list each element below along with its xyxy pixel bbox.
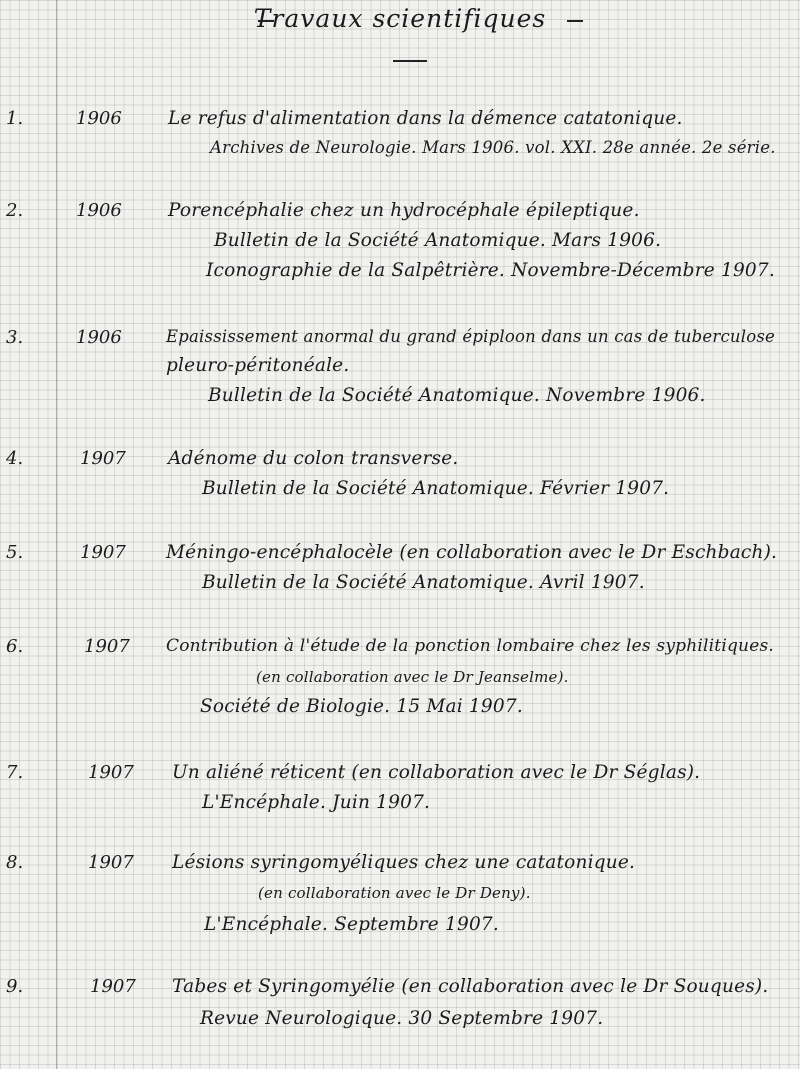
entry-title: Lésions syringomyéliques chez une catatonique. <box>172 852 636 873</box>
entry-year: 1906 <box>76 200 122 221</box>
entry-reference: Archives de Neurologie. Mars 1906. vol. XXI. 28e année. 2e série. <box>210 138 776 157</box>
entry-reference: Société de Biologie. 15 Mai 1907. <box>200 696 523 717</box>
entry-year: 1906 <box>76 327 122 348</box>
entry-number: 5. <box>6 542 24 563</box>
entry-reference: Bulletin de la Société Anatomique. Mars 1906. <box>214 230 662 251</box>
entry-number: 6. <box>6 636 24 657</box>
entry-number: 7. <box>6 762 24 783</box>
page-title: Travaux scientifiques <box>253 4 547 33</box>
entry-year: 1907 <box>80 542 126 563</box>
entry-title: Porencéphalie chez un hydrocéphale épileptique. <box>168 200 640 221</box>
entry-collaboration: (en collaboration avec le Dr Jeanselme). <box>256 668 569 686</box>
entry-year: 1906 <box>76 108 122 129</box>
entry-number: 1. <box>6 108 24 129</box>
entry-reference: L'Encéphale. Septembre 1907. <box>204 914 499 935</box>
margin-rule <box>56 0 57 1069</box>
entry-year: 1907 <box>88 762 134 783</box>
entry-collaboration: (en collaboration avec le Dr Deny). <box>258 884 531 902</box>
entry-number: 2. <box>6 200 24 221</box>
title-underline <box>393 60 427 62</box>
entry-reference: Bulletin de la Société Anatomique. Novembre 1906. <box>208 385 706 406</box>
entry-year: 1907 <box>88 852 134 873</box>
entry-number: 3. <box>6 327 24 348</box>
entry-title: Adénome du colon transverse. <box>168 448 459 469</box>
entry-reference: Iconographie de la Salpêtrière. Novembre-Décembre 1907. <box>206 260 775 281</box>
entry-reference: Bulletin de la Société Anatomique. Février 1907. <box>202 478 670 499</box>
entry-number: 9. <box>6 976 24 997</box>
entry-title-continued: pleuro-péritonéale. <box>166 355 350 376</box>
entry-title: Méningo-encéphalocèle (en collaboration avec le Dr Eschbach). <box>166 542 778 563</box>
entry-title: Epaississement anormal du grand épiploon dans un cas de tuberculose <box>166 327 775 346</box>
entry-year: 1907 <box>90 976 136 997</box>
entry-title: Un aliéné réticent (en collaboration avec le Dr Séglas). <box>172 762 701 783</box>
entry-reference: L'Encéphale. Juin 1907. <box>202 792 431 813</box>
entry-number: 8. <box>6 852 24 873</box>
entry-title: Le refus d'alimentation dans la démence catatonique. <box>168 108 683 129</box>
entry-number: 4. <box>6 448 24 469</box>
entry-title: Tabes et Syringomyélie (en collaboration avec le Dr Souques). <box>172 976 769 997</box>
entry-title: Contribution à l'étude de la ponction lombaire chez les syphilitiques. <box>166 636 774 656</box>
entry-reference: Bulletin de la Société Anatomique. Avril 1907. <box>202 572 645 593</box>
entry-year: 1907 <box>80 448 126 469</box>
title-dash-right <box>567 20 583 22</box>
entry-reference: Revue Neurologique. 30 Septembre 1907. <box>200 1008 604 1029</box>
entry-year: 1907 <box>84 636 130 657</box>
